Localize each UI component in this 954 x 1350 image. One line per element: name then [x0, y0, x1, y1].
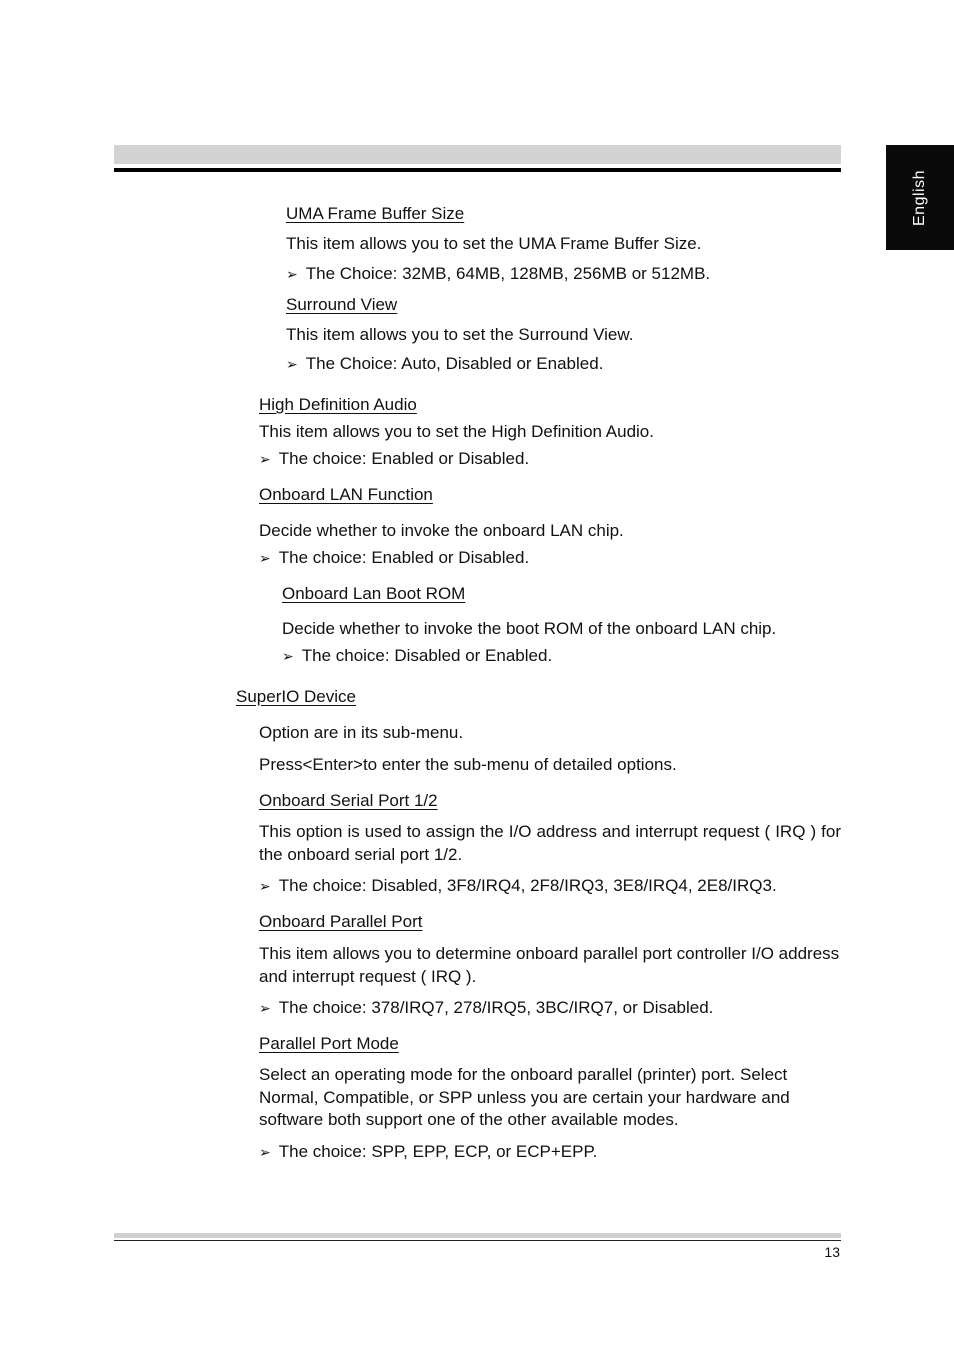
superio-desc-1: Option are in its sub-menu.	[259, 723, 464, 742]
arrowhead-bullet-icon: ➢	[259, 550, 271, 566]
serial-port-desc: This option is used to assign the I/O address and interrupt request ( IRQ ) for the onboard serial port 1/2.	[259, 822, 841, 864]
parallel-port-desc: This item allows you to determine onboard parallel port controller I/O address and interrupt request ( IRQ ).	[259, 944, 840, 986]
lan-function-title: Onboard LAN Function	[259, 485, 433, 504]
hda-title: High Definition Audio	[259, 395, 417, 414]
footer-rule	[114, 1240, 841, 1241]
language-tab-label: English	[911, 169, 928, 226]
arrowhead-bullet-icon: ➢	[286, 356, 298, 372]
parallel-mode-title: Parallel Port Mode	[259, 1034, 399, 1053]
arrowhead-bullet-icon: ➢	[282, 648, 294, 664]
serial-port-title: Onboard Serial Port 1/2	[259, 791, 438, 810]
lan-function-choice: ➢ The choice: Enabled or Disabled.	[259, 548, 530, 567]
superio-desc-2: Press<Enter>to enter the sub-menu of detailed options.	[259, 755, 677, 774]
hda-desc: This item allows you to set the High Definition Audio.	[259, 422, 654, 441]
uma-frame-buffer-desc: This item allows you to set the UMA Frame Buffer Size.	[286, 234, 702, 253]
arrowhead-bullet-icon: ➢	[259, 1144, 271, 1160]
language-tab	[886, 145, 954, 250]
header-black-rule	[114, 168, 841, 172]
lan-function-desc: Decide whether to invoke the onboard LAN chip.	[259, 521, 624, 540]
uma-frame-buffer-choice: ➢ The Choice: 32MB, 64MB, 128MB, 256MB or 512MB.	[286, 264, 711, 283]
lan-boot-rom-choice: ➢ The choice: Disabled or Enabled.	[282, 646, 553, 665]
surround-view-choice: ➢ The Choice: Auto, Disabled or Enabled.	[286, 354, 604, 373]
serial-port-choice: ➢ The choice: Disabled, 3F8/IRQ4, 2F8/IRQ3, 3E8/IRQ4, 2E8/IRQ3.	[259, 876, 777, 895]
parallel-port-title: Onboard Parallel Port	[259, 912, 423, 931]
page-number: 13	[824, 1244, 840, 1260]
lan-boot-rom-desc: Decide whether to invoke the boot ROM of the onboard LAN chip.	[282, 619, 777, 638]
header-gray-bar	[114, 145, 841, 164]
uma-frame-buffer-title: UMA Frame Buffer Size	[286, 204, 465, 223]
arrowhead-bullet-icon: ➢	[286, 266, 298, 282]
arrowhead-bullet-icon: ➢	[259, 1000, 271, 1016]
footer-gray-bar	[114, 1233, 841, 1238]
parallel-mode-choice: ➢ The choice: SPP, EPP, ECP, or ECP+EPP.	[259, 1142, 598, 1161]
hda-choice: ➢ The choice: Enabled or Disabled.	[259, 449, 530, 468]
surround-view-desc: This item allows you to set the Surround View.	[286, 325, 634, 344]
arrowhead-bullet-icon: ➢	[259, 878, 271, 894]
parallel-mode-desc: Select an operating mode for the onboard parallel (printer) port. Select Normal, Compatible, or SPP unless you are certain your hardware and software both support one of the other available modes.	[259, 1065, 790, 1129]
arrowhead-bullet-icon: ➢	[259, 451, 271, 467]
lan-boot-rom-title: Onboard Lan Boot ROM	[282, 584, 466, 603]
superio-title: SuperIO Device	[236, 687, 356, 706]
parallel-port-choice: ➢ The choice: 378/IRQ7, 278/IRQ5, 3BC/IRQ7, or Disabled.	[259, 998, 714, 1017]
surround-view-title: Surround View	[286, 295, 398, 314]
